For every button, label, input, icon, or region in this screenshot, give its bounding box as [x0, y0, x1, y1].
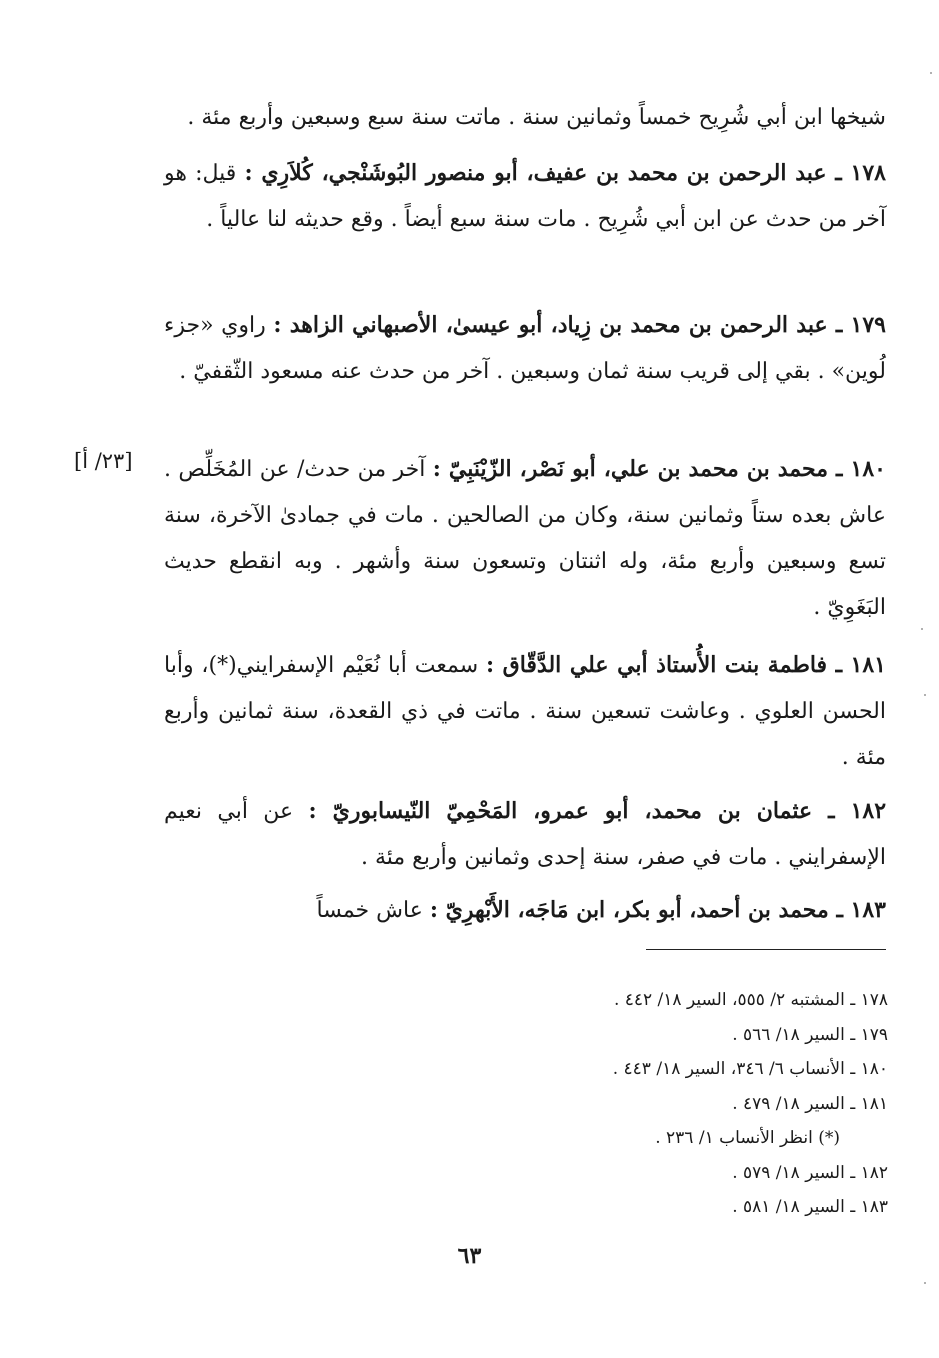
entry-182-heading: ١٨٢ ـ عثمان بن محمد، أبو عمرو، المَحْمِيّ النّيسابوريّ : — [308, 798, 887, 824]
entry-178-text: قيل: هو آخر من حدث عن ابن أبي شُرِيح . مات سنة سبع أيضاً . وقع حديثه لنا عالياً . — [164, 161, 886, 232]
scan-speck — [921, 628, 923, 630]
entry-181 — [164, 642, 886, 781]
continuation-text: شيخها ابن أبي شُرِيح خمساً وثمانين سنة . ماتت سنة سبع وسبعين وأربع مئة . — [187, 105, 886, 130]
margin-folio-reference: [٢٣/ أ] — [74, 449, 133, 473]
entry-180-text: آخر من حدث/ عن المُخَلِّص . عاش بعده ستاً وثمانين سنة، وكان من الصالحين . مات في جمادىٰ الآخرة، سنة تسع وسبعين وأربع مئة، وله اثنتان وتسعون سنة وأشهر . وبه انقطع حديث البَغَوِيّ . — [164, 457, 886, 620]
entry-180 — [164, 446, 886, 631]
entry-181-text: سمعت أبا نُعَيْم الإسفرايني(*)، وأبا الحسن العلوي . وعاشت تسعين سنة . ماتت في ذي القعدة، سنة ثمانين وأربع مئة . — [164, 653, 886, 770]
footnote-178: ١٧٨ ـ المشتبه ٢/ ٥٥٥، السير ١٨/ ٤٤٢ . — [613, 990, 888, 1010]
footnote-star: (*) انظر الأنساب ١/ ٢٣٦ . — [655, 1128, 840, 1148]
scan-speck — [924, 694, 926, 696]
entry-181-heading: ١٨١ ـ فاطمة بنت الأُستاذ أبي علي الدَّقّاق : — [486, 652, 886, 678]
entry-183-text: عاش خمساً — [316, 898, 423, 923]
entry-179-heading: ١٧٩ ـ عبد الرحمن بن محمد بن زِياد، أبو عيسىٰ، الأصبهاني الزاهد : — [273, 312, 886, 338]
footnote-181: ١٨١ ـ السير ١٨/ ٤٧٩ . — [732, 1093, 888, 1114]
footnotes — [360, 983, 888, 1225]
scan-speck — [924, 1282, 926, 1284]
entry-182-text: عن أبي نعيم الإسفرايني . مات في صفر، سنة إحدى وثمانين وأربع مئة . — [164, 799, 886, 870]
footnote-separator — [646, 949, 886, 950]
entry-183 — [164, 887, 886, 934]
footnote-183: ١٨٣ ـ السير ١٨/ ٥٨١ . — [732, 1197, 888, 1217]
paragraph-continuation — [164, 95, 886, 141]
page-number: ٦٣ — [457, 1243, 482, 1269]
entry-182 — [164, 788, 886, 881]
entry-179 — [164, 302, 886, 395]
entry-183-heading: ١٨٣ ـ محمد بن أحمد، أبو بكر، ابن مَاجَه، الأَبْهرِيّ : — [429, 897, 886, 923]
entry-180-heading: ١٨٠ ـ محمد بن محمد بن علي، أبو نَصْر، الزّيْنَبِيّ : — [432, 456, 886, 482]
entry-178-heading: ١٧٨ ـ عبد الرحمن بن محمد بن عفيف، أبو منصور البُوشَنْجي، كُلاَرِي : — [244, 160, 886, 186]
scan-speck — [930, 72, 932, 74]
footnote-179: ١٧٩ ـ السير ١٨/ ٥٦٦ . — [732, 1024, 888, 1045]
footnote-182: ١٨٢ ـ السير ١٨/ ٥٧٩ . — [732, 1162, 888, 1183]
footnote-180: ١٨٠ ـ الأنساب ٦/ ٣٤٦، السير ١٨/ ٤٤٣ . — [612, 1059, 888, 1079]
entry-179-text: راوي «جزء لُوين» . بقي إلى قريب سنة ثمان وسبعين . آخر من حدث عنه مسعود الثّقفيّ . — [164, 313, 886, 384]
entry-178 — [164, 150, 886, 243]
